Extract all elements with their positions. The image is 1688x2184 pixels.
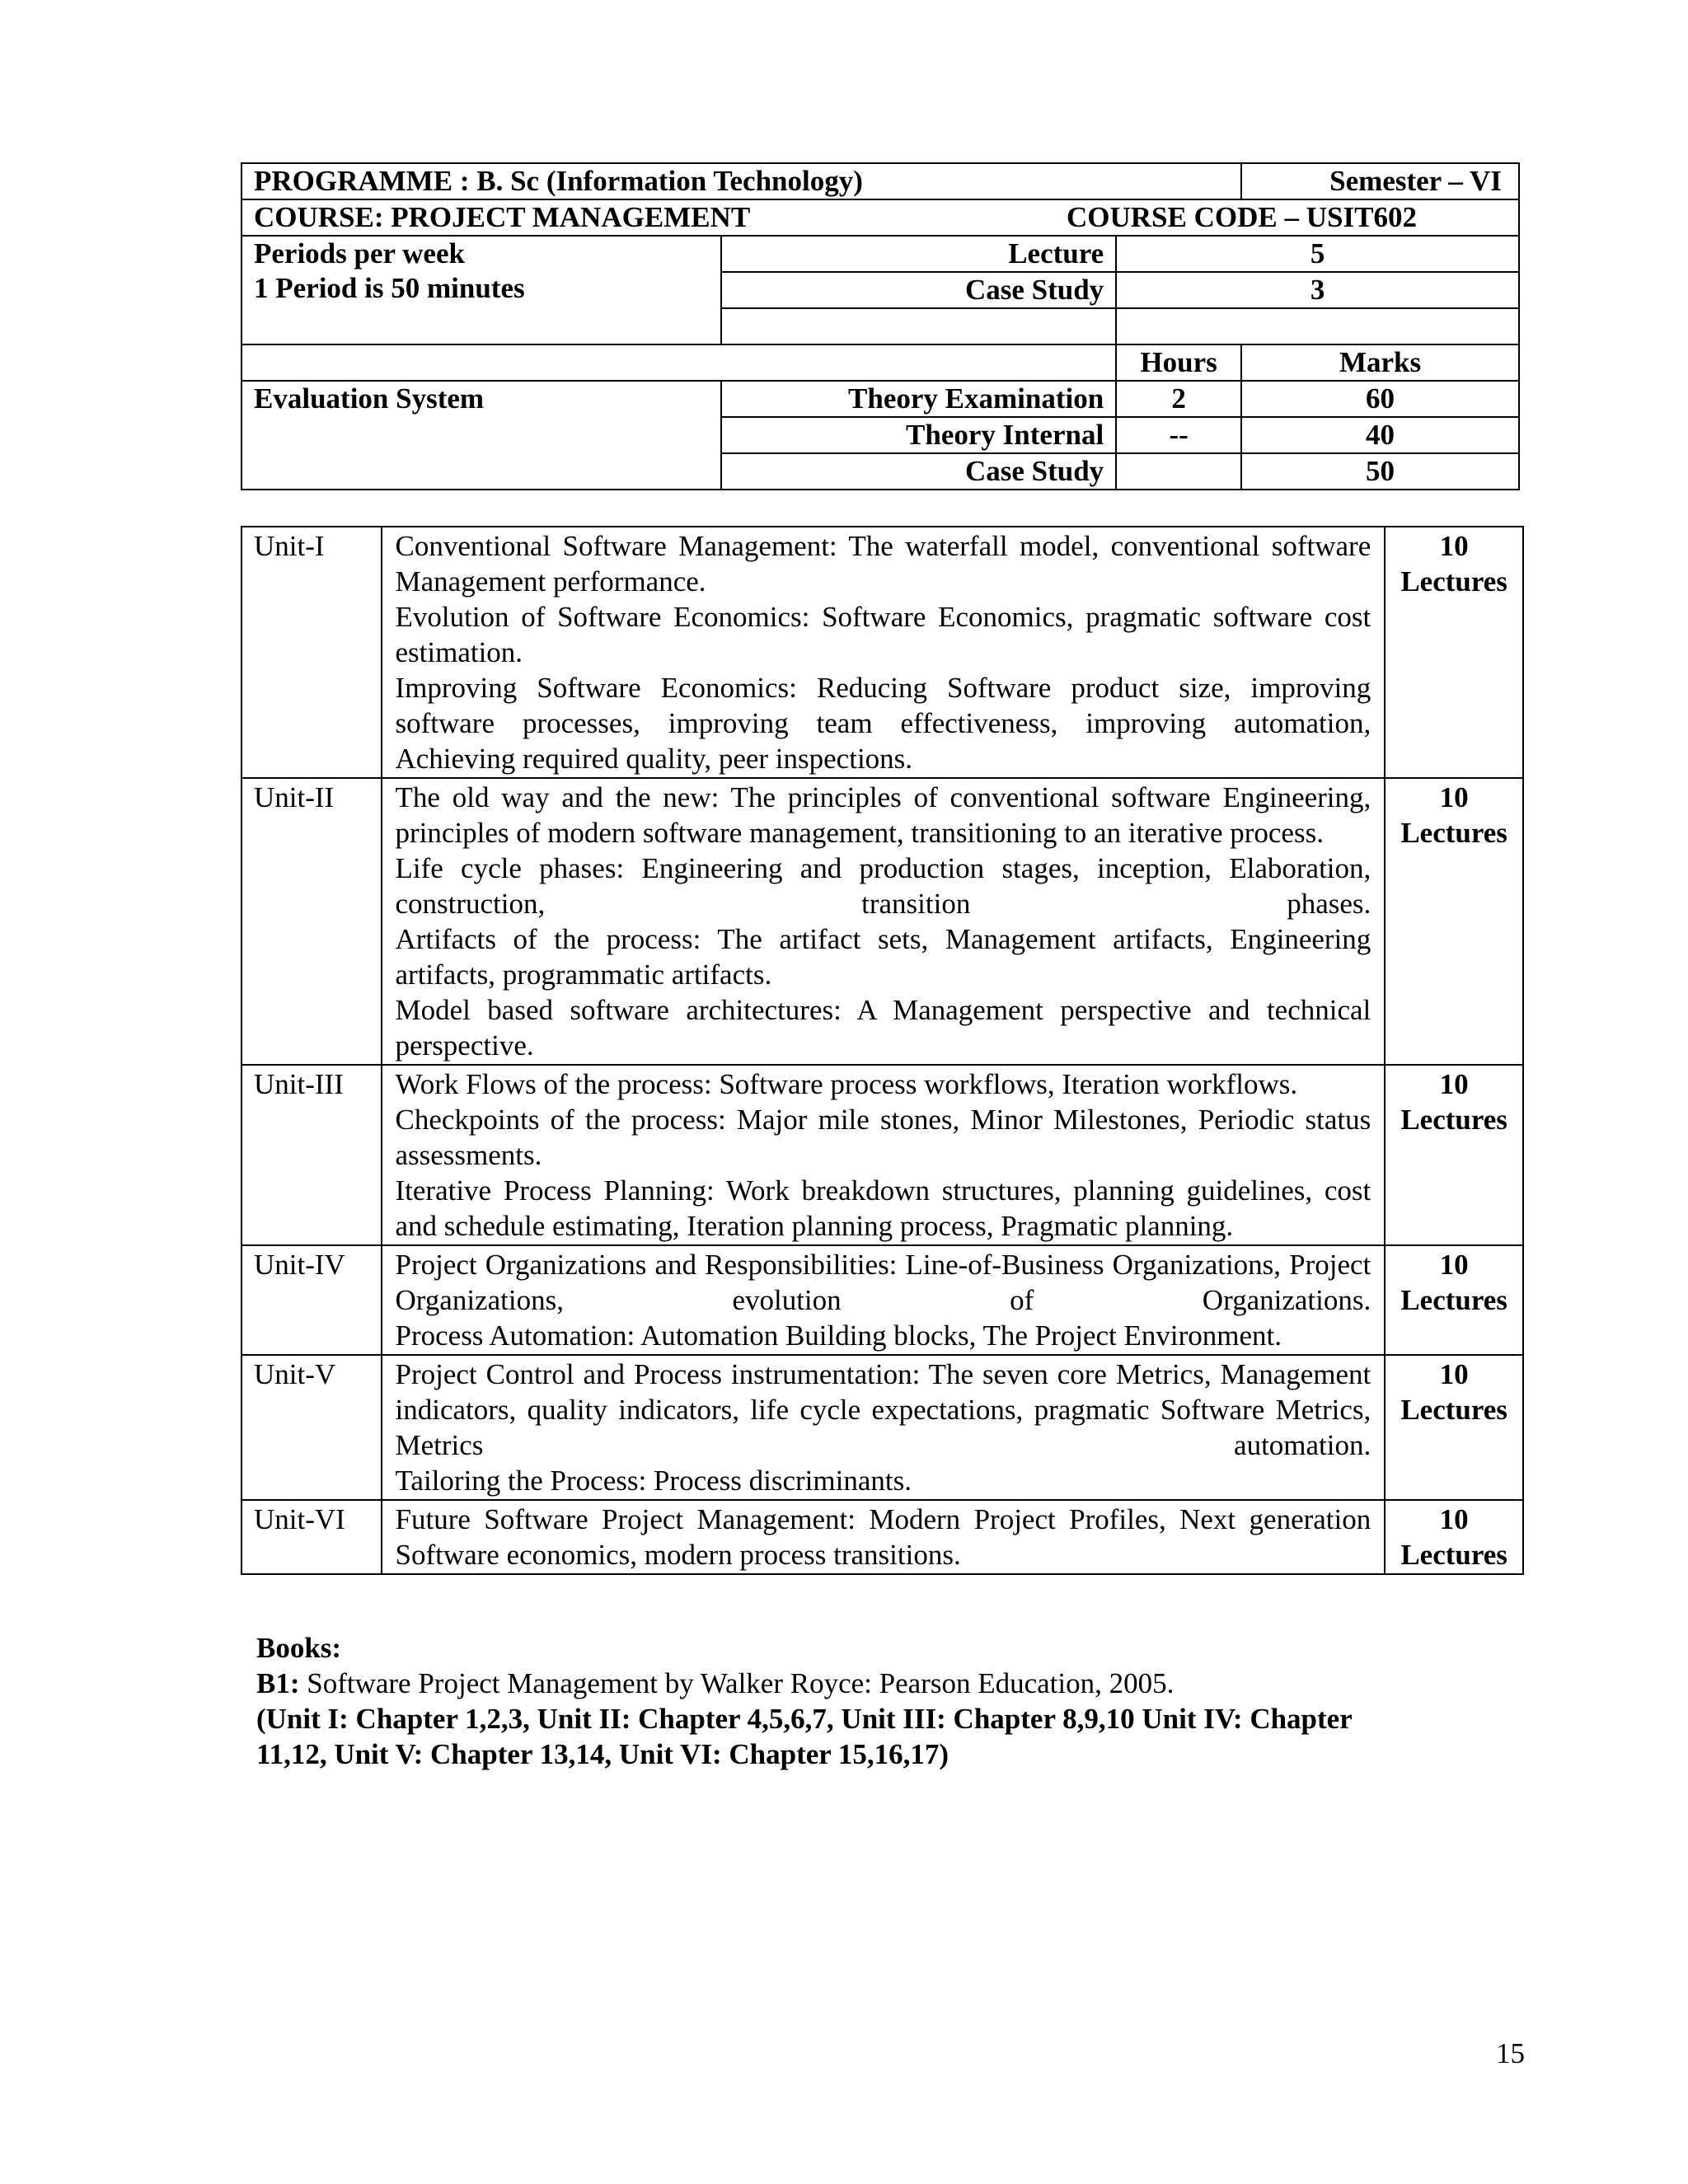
unit-name: Unit-III bbox=[241, 1065, 382, 1245]
periods-per-week: Periods per week bbox=[254, 237, 465, 269]
case-study-value: 3 bbox=[1116, 272, 1519, 308]
unit-topic: Artifacts of the process: The artifact sets, Management artifacts, Engineering artifacts, programmatic artifacts. bbox=[395, 923, 1372, 991]
evaluation-marks: 60 bbox=[1241, 381, 1519, 417]
unit-topic: Project Organizations and Responsibilities: Line-of-Business Organizations, Project Organizations, evolution of Organizations. bbox=[395, 1249, 1372, 1316]
unit-lectures bbox=[1385, 527, 1523, 778]
lectures-label: Lectures bbox=[1400, 817, 1507, 849]
unit-lectures bbox=[1385, 1355, 1523, 1500]
lectures-count: 10 bbox=[1439, 1503, 1469, 1535]
unit-name: Unit-I bbox=[241, 527, 382, 778]
unit-description bbox=[382, 1065, 1386, 1245]
unit-name: Unit-II bbox=[241, 778, 382, 1065]
unit-description bbox=[382, 1500, 1386, 1574]
unit-description bbox=[382, 527, 1386, 778]
evaluation-label: Theory Internal bbox=[721, 417, 1116, 453]
unit-topic: Process Automation: Automation Building blocks, The Project Environment. bbox=[395, 1319, 1282, 1352]
book-chapters-line: (Unit I: Chapter 1,2,3, Unit II: Chapter 4,5,6,7, Unit III: Chapter 8,9,10 Unit IV: Chapter bbox=[256, 1703, 1353, 1735]
evaluation-marks: 50 bbox=[1241, 453, 1519, 490]
lectures-label: Lectures bbox=[1400, 1104, 1507, 1136]
unit-name: Unit-IV bbox=[241, 1245, 382, 1355]
evaluation-system-cell: Evaluation System bbox=[241, 381, 721, 490]
unit-topic: Model based software architectures: A Management perspective and technical perspective. bbox=[395, 994, 1372, 1062]
lectures-count: 10 bbox=[1439, 781, 1469, 813]
unit-lectures bbox=[1385, 1065, 1523, 1245]
period-length: 1 Period is 50 minutes bbox=[254, 272, 525, 304]
unit-description bbox=[382, 1245, 1386, 1355]
programme-cell: PROGRAMME : B. Sc (Information Technology) bbox=[241, 163, 1241, 199]
lecture-label: Lecture bbox=[721, 236, 1116, 272]
lectures-label: Lectures bbox=[1400, 1539, 1507, 1571]
lectures-label: Lectures bbox=[1400, 1394, 1507, 1426]
marks-label: Marks bbox=[1241, 344, 1519, 381]
unit-topic: Future Software Project Management: Modern Project Profiles, Next generation Software economics, modern process transitions. bbox=[395, 1503, 1372, 1571]
course-name: COURSE: PROJECT MANAGEMENT bbox=[254, 201, 751, 233]
course-cell bbox=[241, 199, 1519, 236]
unit-topic: Evolution of Software Economics: Software Economics, pragmatic software cost estimation. bbox=[395, 601, 1372, 668]
header-row-course bbox=[241, 199, 1519, 236]
lectures-count: 10 bbox=[1439, 1358, 1469, 1390]
unit-topic: Iterative Process Planning: Work breakdown structures, planning guidelines, cost and schedule estimating, Iteration planning process, Pragmatic planning. bbox=[395, 1174, 1372, 1242]
spacer-cell bbox=[721, 308, 1116, 344]
unit-lectures bbox=[1385, 1500, 1523, 1574]
hours-label: Hours bbox=[1116, 344, 1241, 381]
unit-topic: Conventional Software Management: The waterfall model, conventional software Management performance. bbox=[395, 530, 1372, 598]
course-header-table bbox=[241, 162, 1520, 490]
unit-description bbox=[382, 778, 1386, 1065]
semester-cell: Semester – VI bbox=[1241, 163, 1519, 199]
lecture-value: 5 bbox=[1116, 236, 1519, 272]
books-section bbox=[256, 1630, 1526, 1772]
periods-cell bbox=[241, 236, 721, 344]
unit-row bbox=[241, 1065, 1523, 1245]
unit-topic: Improving Software Economics: Reducing Software product size, improving software processes, improving team effectiveness, improving automation, Achieving required quality, peer inspections. bbox=[395, 672, 1372, 775]
unit-topic: Work Flows of the process: Software process workflows, Iteration workflows. bbox=[395, 1068, 1298, 1100]
header-row-lecture bbox=[241, 236, 1519, 272]
unit-description bbox=[382, 1355, 1386, 1500]
unit-row bbox=[241, 1500, 1523, 1574]
unit-lectures bbox=[1385, 1245, 1523, 1355]
books-heading: Books: bbox=[256, 1632, 342, 1664]
unit-topic: The old way and the new: The principles of conventional software Engineering, principles of modern software management, transitioning to an iterative process. bbox=[395, 781, 1372, 849]
evaluation-hours: 2 bbox=[1116, 381, 1241, 417]
unit-topic: Tailoring the Process: Process discriminants. bbox=[395, 1465, 912, 1497]
header-row-programme bbox=[241, 163, 1519, 199]
header-row-hours-marks bbox=[241, 344, 1519, 381]
units-table bbox=[241, 526, 1524, 1575]
evaluation-label: Theory Examination bbox=[721, 381, 1116, 417]
unit-row bbox=[241, 1355, 1523, 1500]
unit-topic: Life cycle phases: Engineering and production stages, inception, Elaboration, construction, transition phases. bbox=[395, 852, 1372, 920]
lectures-count: 10 bbox=[1439, 1249, 1469, 1281]
unit-lectures bbox=[1385, 778, 1523, 1065]
spacer-cell bbox=[1116, 308, 1519, 344]
evaluation-hours bbox=[1116, 453, 1241, 490]
evaluation-hours: -- bbox=[1116, 417, 1241, 453]
unit-topic: Checkpoints of the process: Major mile stones, Minor Milestones, Periodic status assessments. bbox=[395, 1104, 1372, 1171]
lectures-label: Lectures bbox=[1400, 565, 1507, 598]
lectures-count: 10 bbox=[1439, 1068, 1469, 1100]
unit-name: Unit-VI bbox=[241, 1500, 382, 1574]
unit-row bbox=[241, 527, 1523, 778]
book-chapters-line: 11,12, Unit V: Chapter 13,14, Unit VI: Chapter 15,16,17) bbox=[256, 1738, 950, 1770]
unit-name: Unit-V bbox=[241, 1355, 382, 1500]
evaluation-label: Case Study bbox=[721, 453, 1116, 490]
book-entry bbox=[256, 1666, 1526, 1701]
book-title: Software Project Management by Walker Royce: Pearson Education, 2005. bbox=[299, 1667, 1175, 1699]
blank-cell bbox=[241, 344, 1116, 381]
case-study-label: Case Study bbox=[721, 272, 1116, 308]
evaluation-row bbox=[241, 381, 1519, 417]
unit-row bbox=[241, 778, 1523, 1065]
lectures-label: Lectures bbox=[1400, 1284, 1507, 1316]
evaluation-marks: 40 bbox=[1241, 417, 1519, 453]
page-number: 15 bbox=[1496, 2037, 1525, 2069]
unit-row bbox=[241, 1245, 1523, 1355]
lectures-count: 10 bbox=[1439, 530, 1469, 562]
book-label: B1: bbox=[256, 1667, 300, 1699]
course-code: COURSE CODE – USIT602 bbox=[1067, 201, 1417, 233]
unit-topic: Project Control and Process instrumentation: The seven core Metrics, Management indicators, quality indicators, life cycle expectations, pragmatic Software Metrics, Metrics automation. bbox=[395, 1358, 1372, 1461]
